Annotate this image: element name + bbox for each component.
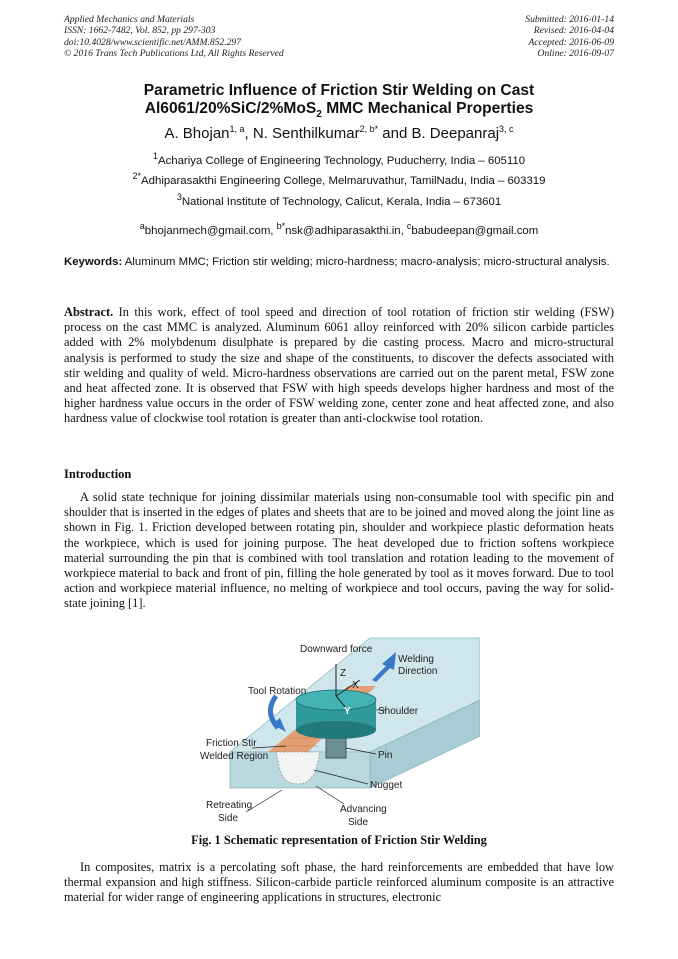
label-nugget: Nugget	[370, 780, 403, 791]
author-list	[64, 124, 614, 142]
affiliation-1	[64, 151, 614, 167]
journal-copyright: © 2016 Trans Tech Publications Ltd, All Rights Reserved	[64, 48, 284, 60]
journal-info	[64, 14, 284, 60]
fsw-schematic-figure	[190, 628, 480, 830]
label-axis-y: Y	[344, 706, 351, 717]
title-line-2-part-a: Al6061/20%SiC/2%MoS	[144, 100, 317, 117]
affiliation-2-text: Adhiparasakthi Engineering College, Melmaruvathur, TamilNadu, India – 603319	[141, 174, 546, 187]
label-fsw-region-2: Welded Region	[200, 751, 269, 762]
keywords	[64, 256, 614, 269]
title-line-2	[64, 100, 614, 124]
author-2-sup: 2, b*	[359, 124, 379, 134]
author-1: A. Bhojan	[164, 125, 230, 142]
label-retreating-2: Side	[218, 813, 239, 824]
fsw-schematic-svg	[190, 628, 480, 830]
author-3: B. Deepanraj	[411, 125, 500, 142]
author-sep-2: and	[378, 125, 412, 142]
email-a[interactable]: bhojanmech@gmail.com,	[144, 224, 277, 237]
introduction-paragraph-2: In composites, matrix is a percolating soft phase, the hard reinforcements are embedded that have low thermal expansion and high stiffness. Silicon-carbide particle reinforced aluminum composite is an attractive material for wider range of engineering applications in structures, electronic	[64, 860, 614, 905]
email-a-sup: a	[139, 221, 145, 231]
affiliation-1-text: Achariya College of Engineering Technology, Puducherry, India – 605110	[157, 154, 526, 167]
affiliation-3	[64, 192, 614, 208]
label-tool-rotation: Tool Rotation	[248, 686, 307, 697]
author-emails	[64, 221, 614, 237]
email-c[interactable]: babudeepan@gmail.com	[411, 224, 539, 237]
label-axis-z: Z	[340, 668, 347, 679]
email-b-sup: b*	[276, 221, 286, 231]
date-online: Online: 2016-09-07	[537, 48, 614, 60]
publication-dates	[525, 14, 614, 60]
introduction-heading: Introduction	[64, 467, 132, 481]
affiliation-3-sup: 3	[176, 192, 182, 202]
label-welding: Welding	[398, 654, 434, 665]
label-shoulder: Shoulder	[378, 706, 419, 717]
journal-doi: doi:10.4028/www.scientific.net/AMM.852.297	[64, 36, 242, 48]
introduction-paragraph-1: A solid state technique for joining dissimilar materials using non-consumable tool with specific pin and shoulder that is inserted in the edges of plates and sheets that are to be joined and moved along the joint line as shown in Fig. 1. Friction developed between rotating pin, shoulder and workpiece plastic deformation heats the workpiece, which is used for joining purpose. The heat developed due to friction softens workpiece material surrounding the pin that is combined with tool translation and rotation leading to the movement of workpiece material to back and front of pin, filling the hole generated by tool as it moves forward. Due to tool action and workpiece material influence, no melting of workpiece and tool occurs, paving the way for solid-state joining [1].	[64, 490, 614, 611]
keywords-text: Aluminum MMC; Friction stir welding; micro-hardness; macro-analysis; micro-structural analysis.	[122, 256, 610, 268]
affiliation-1-sup: 1	[152, 151, 158, 161]
title-subscript: 2	[316, 109, 322, 121]
abstract-text: In this work, effect of tool speed and direction of tool rotation of friction stir welding (FSW) process on the cast MMC is analyzed. Aluminum 6061 alloy reinforced with 20% silicon carbide particles added with 2% molybdenum disulphate is prepared by die casting process. Macro and micro-structural analysis is performed to study the size and shape of the constituents, to discover the defects associated with stir welding and quality of weld. Micro-hardness observations are carried out on the parent metal, FSW zone and heat affected zone. It is observed that FSW with high speeds develops higher hardness and most of the higher hardness value occurs in the order of FSW welding zone, center zone and heat affected zone, and also hardness value of clockwise tool rotation is greater than anti-clockwise tool rotation.	[64, 305, 614, 426]
abstract-label: Abstract.	[64, 305, 114, 319]
label-advancing-1: Advancing	[340, 804, 387, 815]
label-fsw-region-1: Friction Stir	[206, 738, 257, 749]
date-revised: Revised: 2016-04-04	[533, 25, 614, 37]
email-b[interactable]: nsk@adhiparasakthi.in,	[285, 224, 407, 237]
date-accepted: Accepted: 2016-06-09	[528, 36, 614, 48]
journal-name: Applied Mechanics and Materials	[64, 14, 195, 25]
keywords-label: Keywords:	[64, 256, 123, 268]
author-sep-1: ,	[244, 125, 253, 142]
affiliation-2	[64, 171, 614, 187]
author-1-sup: 1, a	[229, 124, 245, 134]
label-axis-x: X	[352, 680, 359, 691]
label-direction: Direction	[398, 666, 438, 677]
journal-issn: ISSN: 1662-7482, Vol. 852, pp 297-303	[64, 25, 216, 37]
affiliation-3-text: National Institute of Technology, Calicut, Kerala, India – 673601	[181, 195, 502, 208]
date-submitted: Submitted: 2016-01-14	[525, 14, 614, 25]
title-line-1: Parametric Influence of Friction Stir Welding on Cast	[143, 82, 535, 99]
label-downward-force: Downward force	[300, 644, 373, 655]
figure-caption: Fig. 1 Schematic representation of Friction Stir Welding	[191, 833, 487, 847]
author-2: N. Senthilkumar	[252, 125, 360, 142]
abstract	[64, 305, 614, 427]
label-retreating-1: Retreating	[206, 800, 253, 811]
label-advancing-2: Side	[348, 817, 369, 828]
paper-title	[64, 82, 614, 124]
email-c-sup: c	[406, 221, 412, 231]
author-3-sup: 3, c	[499, 124, 514, 134]
title-line-2-part-b: MMC Mechanical Properties	[321, 100, 534, 117]
label-pin: Pin	[378, 750, 393, 761]
tool-shoulder-bottom	[296, 721, 376, 739]
affiliation-2-sup: 2*	[132, 171, 142, 181]
